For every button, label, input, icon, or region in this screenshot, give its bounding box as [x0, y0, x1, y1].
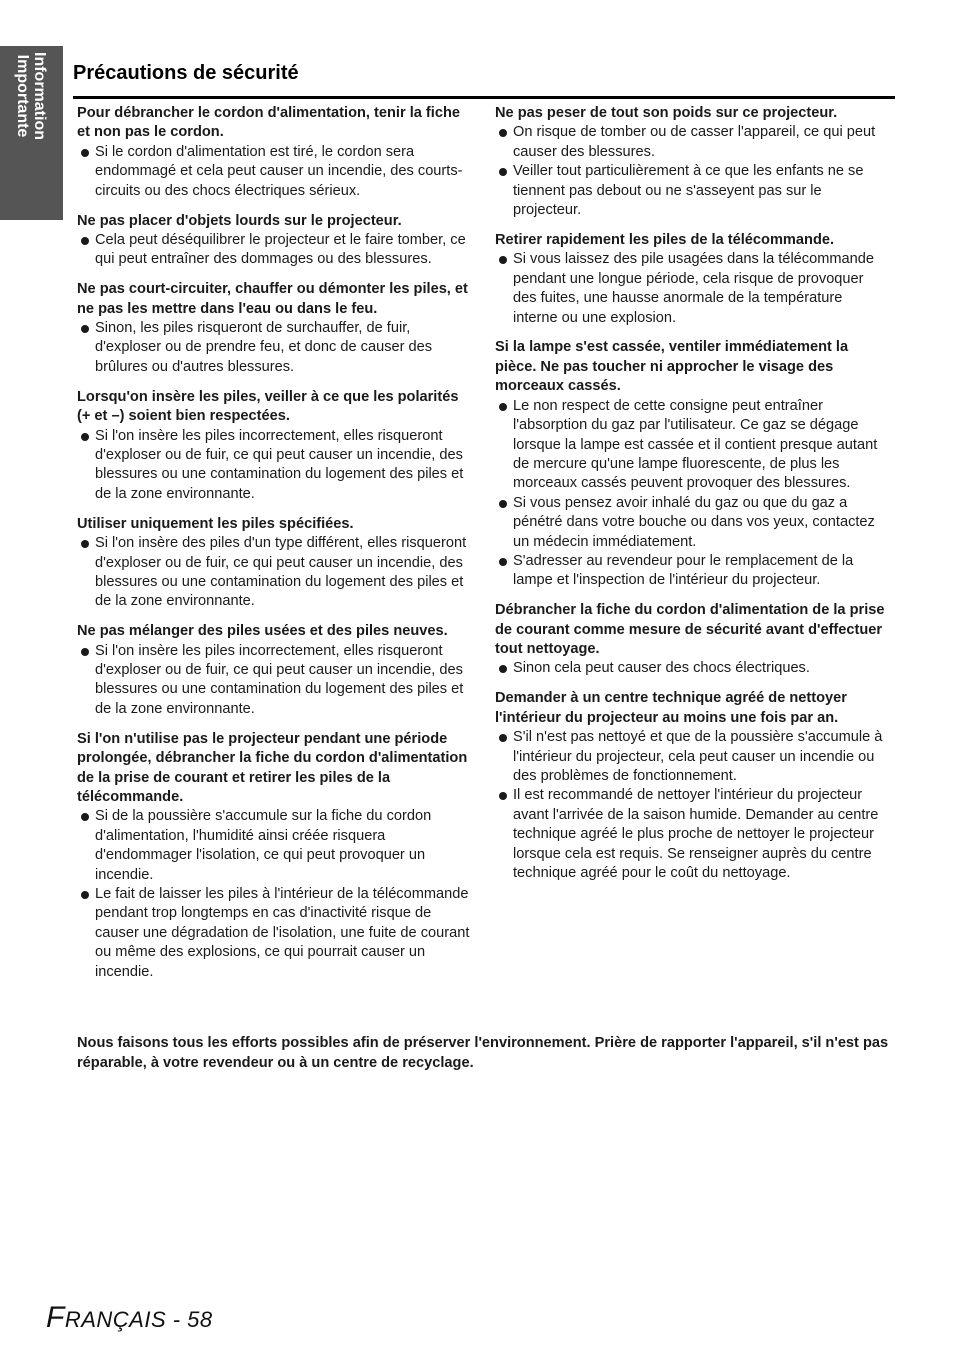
precaution-heading: Ne pas placer d'objets lourds sur le projecteur.: [77, 212, 402, 229]
precaution-bullet: Veiller tout particulièrement à ce que les enfants ne se tiennent pas debout ou ne s'asseyent pas sur le projecteur.: [495, 162, 890, 220]
precaution-bullet-list: [77, 427, 475, 505]
precaution-bullet: Si de la poussière s'accumule sur la fiche du cordon d'alimentation, l'humidité ainsi créée risquera d'endommager l'isolation, ce qui peut provoquer un incendie.: [77, 807, 475, 885]
title-divider: [73, 96, 895, 99]
precaution-bullet: S'adresser au revendeur pour le remplacement de la lampe et l'inspection de l'intérieur du projecteur.: [495, 552, 890, 591]
precaution-bullet-list: [495, 250, 890, 328]
precaution-heading: Débrancher la fiche du cordon d'alimentation de la prise de courant comme mesure de sécurité avant d'effectuer tout nettoyage.: [495, 602, 885, 658]
precaution-block: [495, 689, 890, 883]
precaution-block: [495, 231, 890, 328]
precaution-block: [495, 601, 890, 679]
page-footer-initial: F: [46, 1301, 65, 1334]
precaution-bullet: Si le cordon d'alimentation est tiré, le cordon sera endommagé et cela peut causer un incendie, des courts-circuits ou des chocs électriques sérieux.: [77, 143, 475, 201]
precaution-bullet-list: [77, 534, 475, 612]
precaution-bullet-list: [77, 319, 475, 377]
precaution-heading: Demander à un centre technique agréé de nettoyer l'intérieur du projecteur au moins une fois par an.: [495, 690, 847, 726]
precaution-heading: Ne pas mélanger des piles usées et des piles neuves.: [77, 623, 448, 640]
precaution-bullet-list: [495, 123, 890, 220]
precaution-bullet-list: [495, 728, 890, 883]
precaution-bullet: Il est recommandé de nettoyer l'intérieur du projecteur avant l'arrivée de la saison humide. Demander au centre technique agréé le plus proche de nettoyer le projecteur lorsque cela est requis. Se renseigner auprès du centre technique agréé pour le coût du nettoyage.: [495, 786, 890, 883]
environment-note: Nous faisons tous les efforts possibles afin de préserver l'environnement. Prière de rapporter l'appareil, s'il n'est pas réparable, à votre revendeur ou à un centre de recyclage.: [77, 1035, 889, 1071]
precaution-heading: Ne pas peser de tout son poids sur ce projecteur.: [495, 105, 838, 121]
right-column: [495, 104, 890, 894]
precaution-heading: Si l'on n'utilise pas le projecteur pendant une période prolongée, débrancher la fiche du cordon d'alimentation de la prise de courant et retirer les piles de la télécommande.: [77, 730, 468, 805]
side-tab-label: [14, 52, 48, 140]
side-tab: [0, 46, 63, 220]
precaution-bullet: Si vous pensez avoir inhalé du gaz ou que du gaz a pénétré dans votre bouche ou dans vos yeux, contactez un médecin immédiatement.: [495, 494, 890, 552]
page-footer-text: RANÇAIS - 58: [64, 1307, 213, 1332]
precaution-bullet-list: [495, 659, 890, 678]
side-tab-line2: Importante: [14, 54, 31, 138]
page-footer: [46, 1301, 213, 1335]
precaution-block: [495, 338, 890, 590]
precaution-heading: Ne pas court-circuiter, chauffer ou démonter les piles, et ne pas les mettre dans l'eau ou dans le feu.: [77, 281, 468, 317]
precaution-bullet: Si l'on insère les piles incorrectement, elles risqueront d'exploser ou de fuir, ce qui peut causer un incendie, des blessures ou une contamination du logement des piles et de la zone environnante.: [77, 427, 475, 505]
precaution-block: [77, 212, 475, 270]
precaution-block: [77, 280, 475, 377]
precaution-bullet: Si l'on insère les piles incorrectement, elles risqueront d'exploser ou de fuir, ce qui peut causer un incendie, des blessures ou une contamination du logement des piles et de la zone environnante.: [77, 642, 475, 720]
precaution-heading: Pour débrancher le cordon d'alimentation, tenir la fiche et non pas le cordon.: [77, 105, 460, 141]
precaution-block: [77, 730, 475, 982]
precaution-bullet: Le fait de laisser les piles à l'intérieur de la télécommande pendant trop longtemps en cas d'inactivité risque de causer une dégradation de l'isolation, une fuite de courant ou même des explosions, ce qui pourrait causer un incendie.: [77, 885, 475, 982]
precaution-heading: Retirer rapidement les piles de la télécommande.: [495, 231, 835, 248]
precaution-block: [77, 388, 475, 504]
precaution-bullet-list: [77, 231, 475, 270]
precaution-block: [77, 104, 475, 201]
precaution-heading: Lorsqu'on insère les piles, veiller à ce que les polarités (+ et –) soient bien respectées.: [77, 388, 459, 425]
precaution-bullet: Sinon cela peut causer des chocs électriques.: [495, 659, 890, 678]
precaution-heading: Si la lampe s'est cassée, ventiler immédiatement la pièce. Ne pas toucher ni approcher le visage des morceaux cassés.: [495, 339, 849, 395]
precaution-block: [77, 622, 475, 719]
section-title: Précautions de sécurité: [73, 62, 299, 84]
precaution-bullet: Si vous laissez des pile usagées dans la télécommande pendant une longue période, cela risque de provoquer des fuites, une hausse anormale de la température interne ou une explosion.: [495, 250, 890, 328]
precaution-heading: Utiliser uniquement les piles spécifiées.: [77, 515, 354, 532]
precaution-bullet-list: [495, 397, 890, 591]
precaution-bullet: Si l'on insère des piles d'un type différent, elles risqueront d'exploser ou de fuir, ce qui peut causer un incendie, des blessures ou une contamination du logement des piles et de la zone environnante.: [77, 534, 475, 612]
precaution-bullet-list: [77, 807, 475, 982]
precaution-bullet: S'il n'est pas nettoyé et que de la poussière s'accumule à l'intérieur du projecteur, cela peut causer un incendie ou des problèmes de fonctionnement.: [495, 728, 890, 786]
precaution-bullet: Le non respect de cette consigne peut entraîner l'absorption du gaz par l'utilisateur. Ce gaz se dégage lorsque la lampe est cassée et il contient presque autant de mercure qu'une lampe fluorescente, de plus les morceaux cassés peuvent provoquer des blessures.: [495, 397, 890, 494]
side-tab-line1: Information: [31, 52, 48, 140]
left-column: [77, 104, 475, 993]
precaution-block: [77, 515, 475, 612]
precaution-bullet-list: [77, 143, 475, 201]
precaution-bullet: Cela peut déséquilibrer le projecteur et le faire tomber, ce qui peut entraîner des dommages ou des blessures.: [77, 231, 475, 270]
precaution-bullet-list: [77, 642, 475, 720]
precaution-bullet: On risque de tomber ou de casser l'appareil, ce qui peut causer des blessures.: [495, 123, 890, 162]
precaution-bullet: Sinon, les piles risqueront de surchauffer, de fuir, d'exploser ou de prendre feu, et donc de causer des brûlures ou d'autres blessures.: [77, 319, 475, 377]
precaution-block: [495, 104, 890, 220]
